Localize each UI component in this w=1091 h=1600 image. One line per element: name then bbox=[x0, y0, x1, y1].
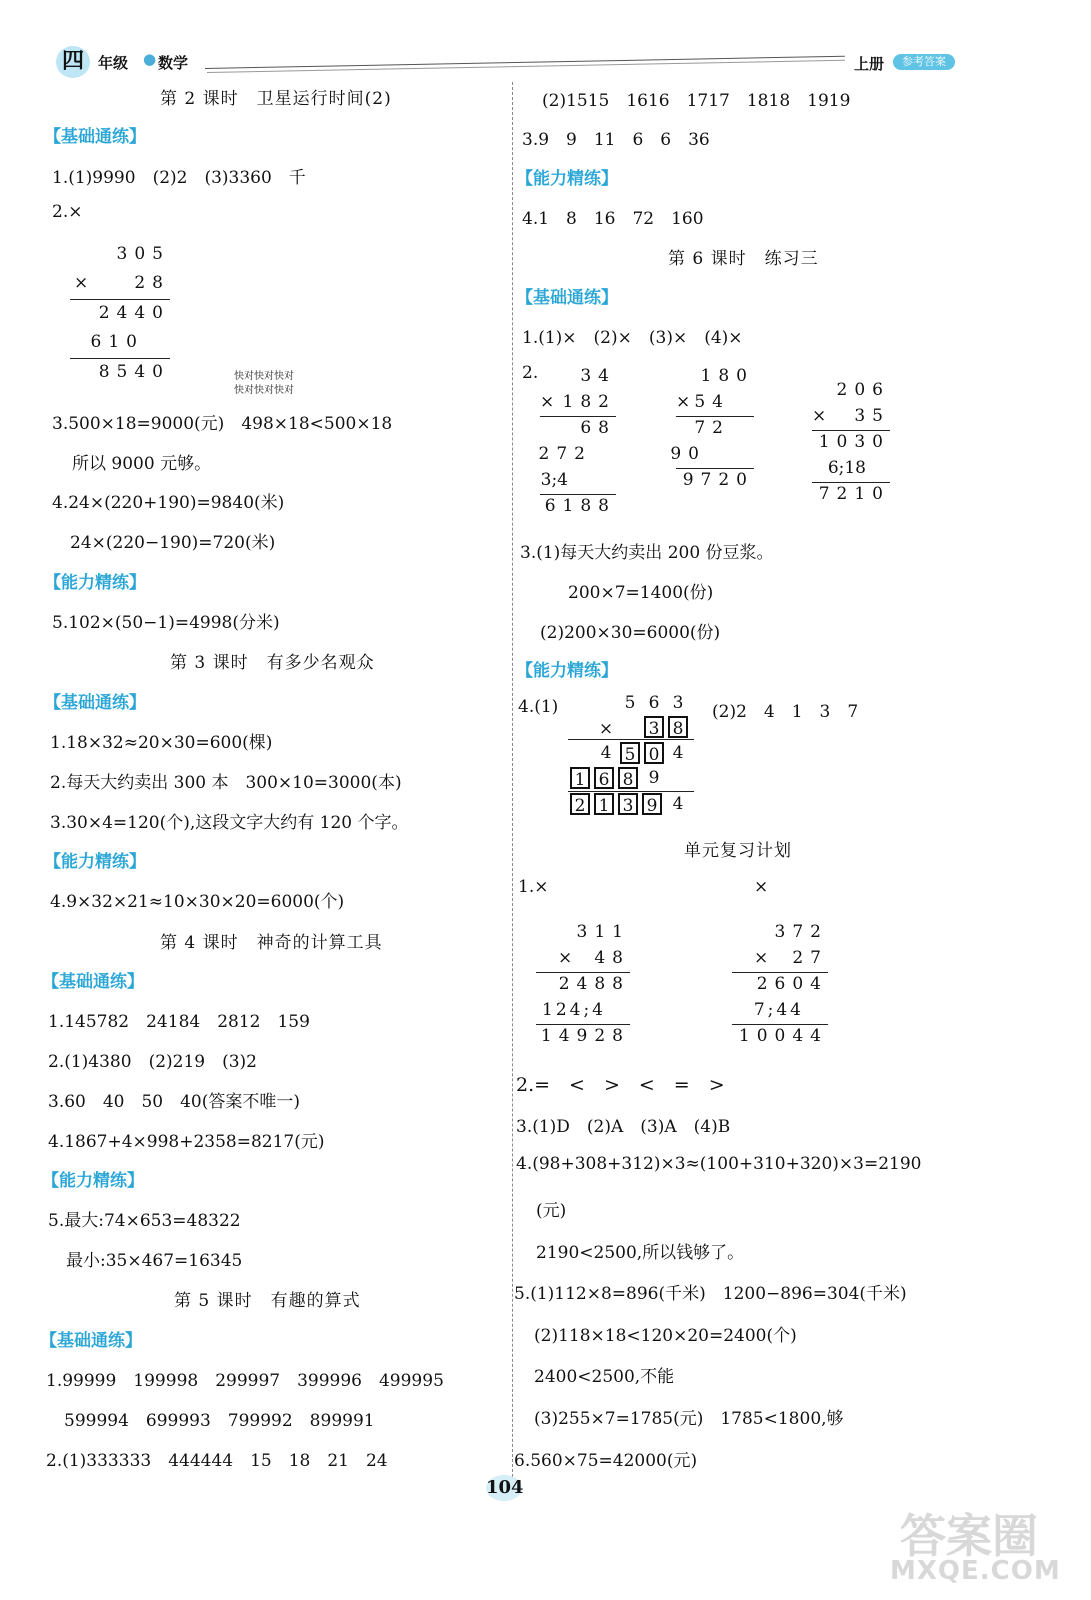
calc-rule bbox=[812, 430, 890, 431]
calc-rule bbox=[732, 972, 828, 973]
answer-line: 2.(1)333333 444444 15 18 21 24 bbox=[46, 1451, 388, 1471]
calc-rule bbox=[536, 972, 630, 973]
grid-digit: 9 bbox=[648, 768, 660, 788]
calc-partial: 3;4 bbox=[540, 470, 568, 490]
grid-digit: 5 bbox=[624, 693, 636, 713]
answer-line: (2)2 4 1 3 7 bbox=[712, 702, 859, 722]
lesson-5-title: 第 5 课时 有趣的算式 bbox=[174, 1291, 361, 1311]
calc-rule bbox=[70, 358, 170, 359]
lesson-4-title: 第 4 课时 神奇的计算工具 bbox=[160, 933, 383, 953]
section-ability: 【能力精练】 bbox=[516, 169, 618, 189]
answer-line: 2.(1)4380 (2)219 (3)2 bbox=[48, 1052, 257, 1072]
answer-line: 3.30×4=120(个),这段文字大约有 120 个字。 bbox=[50, 813, 409, 833]
calc-rule bbox=[676, 416, 754, 417]
calc-rule bbox=[732, 1024, 828, 1025]
answer-line: 4.(98+308+312)×3≈(100+310+320)×3=2190 bbox=[516, 1154, 922, 1174]
answer-line: (元) bbox=[536, 1201, 567, 1221]
calc-result: 8540 bbox=[98, 362, 170, 382]
lesson-2-title: 第 2 课时 卫星运行时间(2) bbox=[160, 89, 392, 109]
grid-box: 8 bbox=[668, 716, 688, 738]
calc-partial: 2488 bbox=[558, 974, 630, 994]
calc-partial: 610 bbox=[90, 332, 144, 352]
answer-line: 5.(1)112×8=896(千米) 1200−896=304(千米) bbox=[514, 1284, 907, 1304]
calc-operand: 35 bbox=[854, 406, 890, 426]
answer-line: (3)255×7=1785(元) 1785<1800,够 bbox=[534, 1409, 844, 1429]
calc-partial: 72 bbox=[694, 418, 730, 438]
answer-line: 3.(1)每天大约卖出 200 份豆浆。 bbox=[520, 543, 774, 563]
calc-rule bbox=[540, 494, 616, 495]
answer-line: 4.(1) bbox=[518, 697, 559, 717]
answer-line: 1.99999 199998 299997 399996 499995 bbox=[46, 1371, 444, 1391]
calc-operand: 182 bbox=[562, 392, 616, 412]
calc-operand: 180 bbox=[700, 366, 754, 386]
section-basic: 【基础通练】 bbox=[44, 127, 146, 147]
answer-line: 4.24×(220+190)=9840(米) bbox=[52, 493, 285, 513]
calc-rule bbox=[676, 468, 754, 469]
calc-partial: 124;4 bbox=[542, 1000, 606, 1020]
answer-line: 4.1867+4×998+2358=8217(元) bbox=[48, 1132, 325, 1152]
calc-rule bbox=[540, 416, 616, 417]
calc-rule bbox=[568, 739, 694, 740]
times-sign: × bbox=[812, 406, 827, 426]
calc-partial: 6;18 bbox=[827, 458, 866, 478]
answer-line: 3.60 40 50 40(答案不唯一) bbox=[48, 1092, 301, 1112]
times-sign: × bbox=[540, 392, 555, 412]
grid-box: 9 bbox=[642, 793, 662, 815]
grade-badge: 四 bbox=[56, 46, 90, 78]
answer-line: 1.(1)× (2)× (3)× (4)× bbox=[522, 328, 743, 348]
grid-digit: 4 bbox=[672, 794, 684, 814]
note-text: 快对快对快对 bbox=[234, 371, 294, 382]
note-text: 快对快对快对 bbox=[234, 385, 294, 396]
calc-result: 7210 bbox=[818, 484, 890, 504]
calc-rule bbox=[812, 482, 890, 483]
section-ability: 【能力精练】 bbox=[516, 661, 618, 681]
section-basic: 【基础通练】 bbox=[44, 693, 146, 713]
grid-digit: 6 bbox=[648, 693, 660, 713]
calc-operand: 27 bbox=[792, 948, 828, 968]
answer-line: × bbox=[754, 877, 769, 897]
times-sign: × bbox=[754, 948, 769, 968]
grid-digit: 4 bbox=[600, 743, 612, 763]
grid-digit: 4 bbox=[672, 743, 684, 763]
answer-line: (2)118×18<120×20=2400(个) bbox=[534, 1326, 797, 1346]
calc-partial: 7;44 bbox=[753, 1000, 804, 1020]
answer-line: 3.(1)D (2)A (3)A (4)B bbox=[516, 1117, 731, 1137]
calc-operand: 28 bbox=[134, 273, 170, 293]
calc-operand: 34 bbox=[580, 366, 616, 386]
answer-line: 200×7=1400(份) bbox=[568, 583, 714, 603]
grid-digit: 3 bbox=[672, 693, 684, 713]
answer-line: 5.最大:74×653=48322 bbox=[48, 1211, 241, 1231]
grid-box: 3 bbox=[618, 793, 638, 815]
calc-partial: 68 bbox=[580, 418, 616, 438]
section-ability: 【能力精练】 bbox=[44, 852, 146, 872]
grid-box: 6 bbox=[594, 767, 614, 789]
calc-operand: 305 bbox=[116, 244, 170, 264]
answer-line: 24×(220−190)=720(米) bbox=[70, 533, 276, 553]
answer-line: 4.1 8 16 72 160 bbox=[522, 209, 704, 229]
calc-partial: 272 bbox=[538, 444, 592, 464]
answer-line: 所以 9000 元够。 bbox=[72, 454, 212, 474]
lesson-6-title: 第 6 课时 练习三 bbox=[668, 249, 819, 269]
calc-result: 14928 bbox=[540, 1026, 630, 1046]
page-number: 104 bbox=[486, 1475, 522, 1501]
answer-line: 2.× bbox=[52, 202, 83, 222]
grid-box: 5 bbox=[620, 742, 640, 764]
answer-line: 3.9 9 11 6 6 36 bbox=[522, 130, 710, 150]
answer-badge: 参考答案 bbox=[893, 54, 955, 70]
header-dot: ● bbox=[143, 50, 157, 68]
section-ability: 【能力精练】 bbox=[42, 1171, 144, 1191]
times-sign: × bbox=[558, 948, 573, 968]
grid-box: 0 bbox=[644, 742, 664, 764]
section-basic: 【基础通练】 bbox=[40, 1331, 142, 1351]
lesson-3-title: 第 3 课时 有多少名观众 bbox=[170, 653, 375, 673]
section-basic: 【基础通练】 bbox=[42, 972, 144, 992]
subject-label: 数学 bbox=[158, 54, 189, 72]
times-sign: × bbox=[676, 392, 691, 412]
grid-box: 1 bbox=[570, 767, 590, 789]
calc-operand: 54 bbox=[694, 392, 730, 412]
review-title: 单元复习计划 bbox=[684, 841, 792, 861]
calc-rule bbox=[536, 1024, 630, 1025]
calc-operand: 48 bbox=[594, 948, 630, 968]
grid-box: 8 bbox=[618, 767, 638, 789]
answer-line: 1.145782 24184 2812 159 bbox=[48, 1012, 310, 1032]
answer-line: 1.18×32≈20×30=600(棵) bbox=[50, 733, 273, 753]
calc-partial: 2604 bbox=[756, 974, 828, 994]
calc-operand: 372 bbox=[774, 922, 828, 942]
calc-result: 9720 bbox=[682, 470, 754, 490]
column-divider bbox=[512, 82, 513, 1492]
answer-line: 1.× bbox=[518, 877, 549, 897]
calc-result: 6188 bbox=[544, 496, 616, 516]
calc-partial: 90 bbox=[670, 444, 706, 464]
calc-rule bbox=[70, 299, 170, 300]
grid-box: 2 bbox=[570, 793, 590, 815]
answer-line: 1.(1)9990 (2)2 (3)3360 千 bbox=[52, 168, 306, 188]
grid-box: 1 bbox=[594, 793, 614, 815]
answer-line: 4.9×32×21≈10×30×20=6000(个) bbox=[50, 892, 345, 912]
calc-operand: 311 bbox=[576, 922, 630, 942]
times-sign: × bbox=[598, 719, 614, 739]
calc-operand: 206 bbox=[836, 380, 890, 400]
answer-line: (2)1515 1616 1717 1818 1919 bbox=[542, 91, 851, 111]
grade-label: 年级 bbox=[98, 54, 129, 72]
answer-line: 最小:35×467=16345 bbox=[66, 1251, 243, 1271]
grid-box: 3 bbox=[644, 716, 664, 738]
answer-line: 3.500×18=9000(元) 498×18<500×18 bbox=[52, 414, 393, 434]
calc-partial: 1030 bbox=[818, 432, 890, 452]
answer-line: 2.= < > < = > bbox=[516, 1074, 725, 1096]
times-sign: × bbox=[74, 273, 89, 293]
answer-line: 2. bbox=[522, 363, 539, 383]
section-ability: 【能力精练】 bbox=[44, 573, 146, 593]
calc-partial: 2440 bbox=[98, 303, 170, 323]
volume-label: 上册 bbox=[854, 55, 885, 73]
answer-line: 599994 699993 799992 899991 bbox=[64, 1411, 375, 1431]
watermark-logo: 答案圈 bbox=[900, 1509, 1038, 1563]
answer-line: 6.560×75=42000(元) bbox=[514, 1451, 698, 1471]
answer-line: 2190<2500,所以钱够了。 bbox=[536, 1243, 745, 1263]
watermark-url: MXQE.COM bbox=[890, 1556, 1061, 1586]
answer-line: 5.102×(50−1)=4998(分米) bbox=[52, 613, 280, 633]
answer-line: (2)200×30=6000(份) bbox=[540, 623, 721, 643]
section-basic: 【基础通练】 bbox=[516, 288, 618, 308]
digit-box-grid bbox=[568, 692, 698, 816]
calc-result: 10044 bbox=[738, 1026, 828, 1046]
calc-rule bbox=[568, 791, 694, 792]
answer-line: 2.每天大约卖出 300 本 300×10=3000(本) bbox=[50, 773, 402, 793]
answer-line: 2400<2500,不能 bbox=[534, 1367, 675, 1387]
